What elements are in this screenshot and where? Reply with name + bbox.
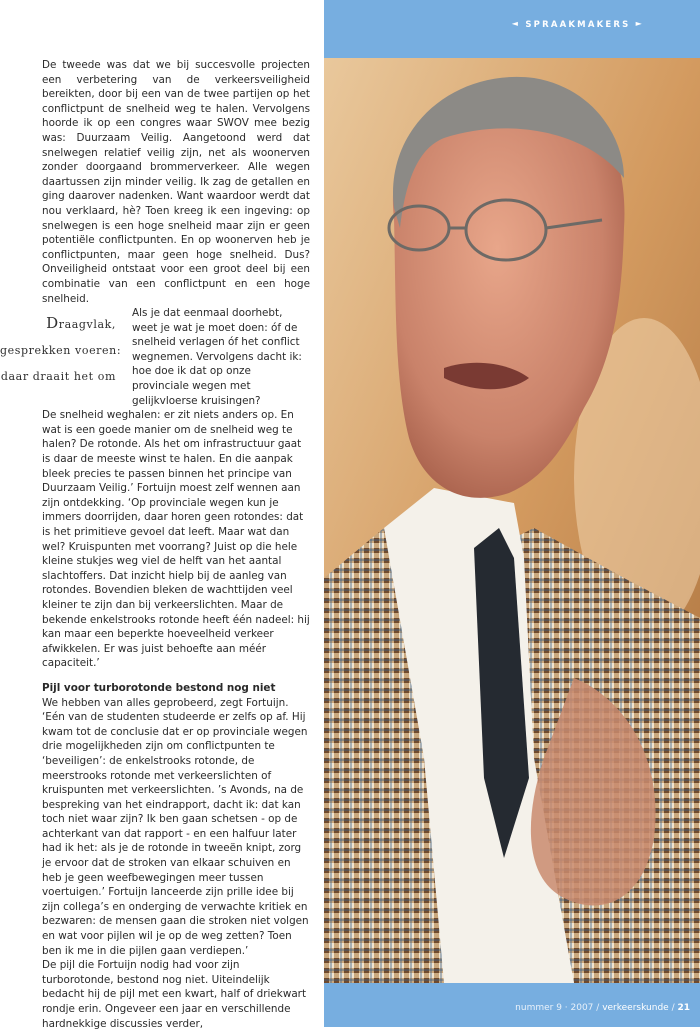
article-paragraph: De tweede was dat we bij succesvolle projecten een verbetering van de verkeersveiligheid bereikten, door bij een van de twee partijen op het conflictpunt de snelheid weg te halen. Vervolgens hoorde ik op een congres waar SWOV mee bezig was: Duurzaam Veilig. Aangetoond werd dat snelwegen relatief veilig zijn, net als woonerven zonder doorgaand brommerverkeer. Alle wegen daartussen zijn minder veilig. Ik zag de getallen en ging daarover nadenken. Want waardoor werdt dat nou verklaard, hè? Toen kreeg ik een ingeving: op snelwegen is een hoge snelheid maar zijn er geen potentiële conflictpunten. En op woonerven heb je conflictpunten, maar geen hoge snelheid. Dus? Onveiligheid ontstaat voor een groot deel bij een combinatie van een conflictpunt en een hoge snelheid. [42,59,310,305]
pull-quote-line: Draagvlak, [46,314,116,333]
footer-band [324,983,700,1027]
photo-panel [324,0,700,1027]
arrow-left-icon: ◄ [511,19,521,28]
footer-issue: nummer 9 · 2007 [515,1003,594,1013]
article-paragraph: De snelheid weghalen: er zit niets anders op. En wat is een goede manier om de snelheid weg te halen? De rotonde. Als het om infrastructuur gaat is daar de meeste winst te halen. En die aanpak bleek precies te passen binnen het principe van Duurzaam Veilig.’ Fortuijn moest zelf wennen aan zijn ontdekking. ‘Op provinciale wegen kun je immers doorrijden, daar horen geen rotondes: dat is het primitieve gevoel dat leeft. Maar wat dan wel? Kruispunten met voorrang? Juist op die hele kleine stukjes weg viel de helft van het aantal slachtoffers. Dat inzicht hielp bij de aanleg van rotondes. Bovendien bleken de wachttijden veel kleiner te zijn dan bij verkeerslichten. Maar de bekende enkelstrooks rotonde heeft één nadeel: hij kan maar een beperkte hoeveelheid verkeer afwikkelen. Er was juist behoefte aan méér capaciteit.’ [42,409,310,670]
pull-quote-block [0,306,310,408]
article-paragraph: Als je dat eenmaal doorhebt, weet je wat je moet doen: óf de snelheid verlagen óf het conflict wegnemen. Vervolgens dacht ik: hoe doe ik dat op onze provinciale wegen met gelijkvloerse kruisingen? [132,307,302,407]
article-subheading: Pijl voor turborotonde bestond nog niet [42,681,276,694]
section-header-band [324,0,700,58]
page-number: 21 [677,1003,690,1013]
portrait-photo [324,58,700,983]
arrow-right-icon: ► [635,19,644,28]
footer-separator: / [668,1003,678,1013]
footer-separator: / [593,1003,603,1013]
article-paragraph: We hebben van alles geprobeerd, zegt Fortuijn. ‘Eén van de studenten studeerde er zelfs op af. Hij kwam tot de conclusie dat er op provinciale wegen drie mogelijkheden zijn om conflictpunten te ‘beveiligen’: de enkelstrooks rotonde, de meerstrooks rotonde met verkeerslichten of kruispunten met verkeerslichten. ’s Avonds, na de bespreking van het eindrapport, dacht ik: dat kan toch niet waar zijn? Ik ben gaan schetsen - op de achterkant van dat rapport - en een halfuur later had ik het: als je de rotonde in tweeën knipt, zorg je ervoor dat de stroken van elkaar schuiven en heb je geen weefbewegingen meer tussen voertuigen.’ Fortuijn lanceerde zijn prille idee bij zijn collega’s en onderging de verwachte kritiek en bezwaren: de mensen gaan die stroken niet volgen en wat voor pijlen wil je op de weg zetten? Toen ben ik me in die pijlen gaan verdiepen.’ [42,696,309,957]
pull-quote-line: daar draait het om [0,370,116,384]
pull-quote [0,306,122,408]
footer-magazine: verkeerskunde [602,1003,669,1013]
section-label [512,19,644,30]
pull-quote-line: gesprekken voeren: [0,344,122,358]
page-footer [515,1003,690,1013]
article-paragraph: De pijl die Fortuijn nodig had voor zijn turborotonde, bestond nog niet. Uiteindelijk bedacht hij de pijl met een kwart, half of driekwart rondje erin. Ongeveer een jaar en verschillende hardnekkige discussies verder, [42,959,307,1030]
article-body [0,58,310,1031]
section-label-text: SPRAAKMAKERS [525,20,631,30]
